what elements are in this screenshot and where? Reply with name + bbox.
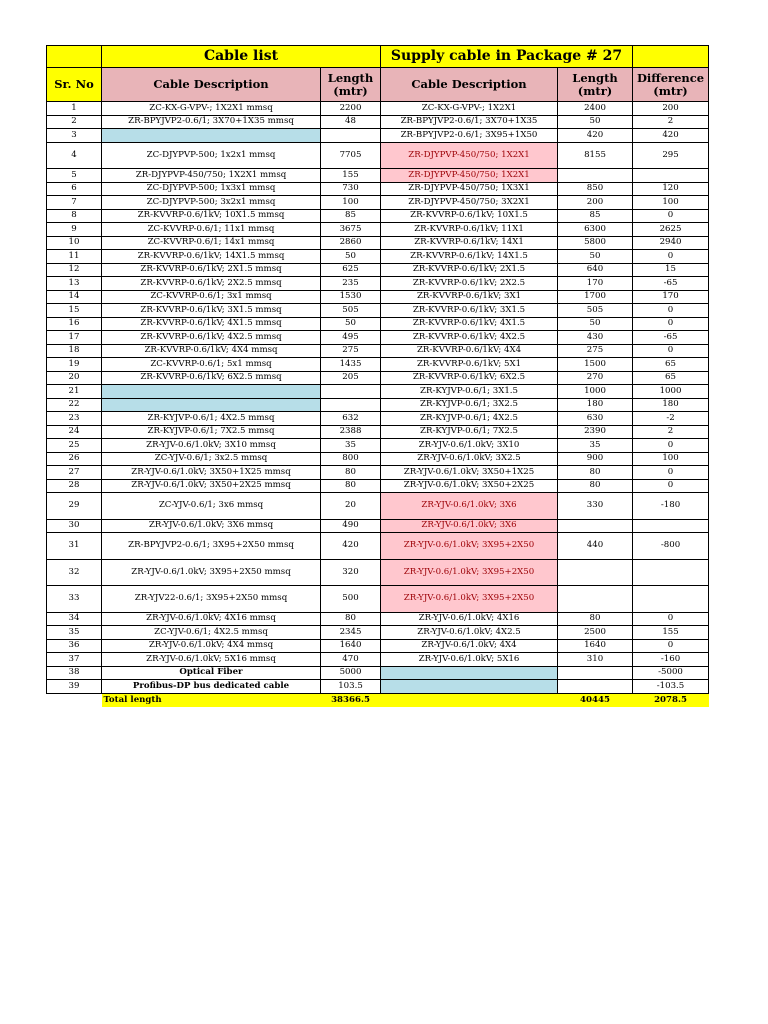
row-length: 20 (321, 493, 381, 520)
row-length (321, 129, 381, 143)
row-cable-description: ZR-YJV-0.6/1.0kV; 5X16 mmsq (102, 653, 321, 667)
row-cable-description: ZC-YJV-0.6/1; 4X2.5 mmsq (102, 626, 321, 640)
row-difference: 15 (633, 263, 709, 277)
row-difference: 0 (633, 439, 709, 453)
table-row (47, 317, 709, 331)
total-row (47, 693, 709, 707)
row-sr-no: 30 (47, 519, 102, 533)
table-row (47, 358, 709, 372)
row-difference: 200 (633, 102, 709, 116)
difference-header: Difference (mtr) (633, 68, 709, 102)
row-length: 505 (321, 304, 381, 318)
row-supply-length: 1000 (558, 385, 633, 399)
table-row (47, 115, 709, 129)
table-row (47, 412, 709, 426)
row-difference: 100 (633, 452, 709, 466)
row-difference: -103.5 (633, 680, 709, 694)
table-row (47, 196, 709, 210)
row-sr-no: 4 (47, 142, 102, 169)
supply-length-header: Length (mtr) (558, 68, 633, 102)
row-cable-description: ZR-KYJVP-0.6/1; 7X2.5 mmsq (102, 425, 321, 439)
row-sr-no: 35 (47, 626, 102, 640)
row-cable-description: ZR-BPYJVP2-0.6/1; 3X70+1X35 mmsq (102, 115, 321, 129)
row-supply-length: 200 (558, 196, 633, 210)
row-supply-length: 80 (558, 479, 633, 493)
row-supply-length: 2500 (558, 626, 633, 640)
row-supply-description: ZR-KVVRP-0.6/1kV; 6X2.5 (381, 371, 558, 385)
row-supply-description: ZR-KVVRP-0.6/1kV; 10X1.5 (381, 209, 558, 223)
row-cable-description: ZR-KVVRP-0.6/1kV; 2X1.5 mmsq (102, 263, 321, 277)
row-sr-no: 15 (47, 304, 102, 318)
row-supply-length: 1640 (558, 639, 633, 653)
row-difference: 2 (633, 115, 709, 129)
row-supply-description (381, 666, 558, 680)
row-cable-description: Optical Fiber (102, 666, 321, 680)
row-sr-no: 6 (47, 182, 102, 196)
row-sr-no: 2 (47, 115, 102, 129)
row-supply-length: 80 (558, 612, 633, 626)
row-sr-no: 11 (47, 250, 102, 264)
row-supply-description: ZR-BPYJVP2-0.6/1; 3X95+1X50 (381, 129, 558, 143)
row-supply-description: ZR-KVVRP-0.6/1kV; 2X1.5 (381, 263, 558, 277)
row-length: 205 (321, 371, 381, 385)
table-row (47, 223, 709, 237)
title-blank-cell-right (633, 46, 709, 68)
row-supply-description: ZR-YJV-0.6/1.0kV; 3X95+2X50 (381, 533, 558, 560)
table-row (47, 304, 709, 318)
row-supply-length: 2400 (558, 102, 633, 116)
total-supply-length-value: 40445 (558, 693, 633, 707)
row-difference: -65 (633, 331, 709, 345)
row-length: 35 (321, 439, 381, 453)
row-difference: 100 (633, 196, 709, 210)
row-supply-length: 6300 (558, 223, 633, 237)
table-row (47, 385, 709, 399)
row-length: 235 (321, 277, 381, 291)
row-difference: -65 (633, 277, 709, 291)
row-sr-no: 28 (47, 479, 102, 493)
row-sr-no: 31 (47, 533, 102, 560)
row-sr-no: 1 (47, 102, 102, 116)
row-supply-length: 630 (558, 412, 633, 426)
row-supply-description: ZR-KVVRP-0.6/1kV; 11X1 (381, 223, 558, 237)
supply-cable-title: Supply cable in Package # 27 (381, 46, 633, 68)
row-length: 1530 (321, 290, 381, 304)
length-header: Length (mtr) (321, 68, 381, 102)
table-row (47, 466, 709, 480)
row-supply-length: 50 (558, 115, 633, 129)
row-length: 5000 (321, 666, 381, 680)
row-length (321, 385, 381, 399)
row-cable-description: Profibus-DP bus dedicated cable (102, 680, 321, 694)
row-length: 632 (321, 412, 381, 426)
row-length: 800 (321, 452, 381, 466)
table-row (47, 626, 709, 640)
total-supply-blank (381, 693, 558, 707)
row-length (321, 398, 381, 412)
row-difference: 2940 (633, 236, 709, 250)
row-length: 80 (321, 612, 381, 626)
row-difference: 0 (633, 304, 709, 318)
row-sr-no: 36 (47, 639, 102, 653)
row-difference (633, 169, 709, 183)
row-difference: 0 (633, 479, 709, 493)
row-supply-description: ZR-KVVRP-0.6/1kV; 4X4 (381, 344, 558, 358)
row-supply-length: 505 (558, 304, 633, 318)
row-sr-no: 26 (47, 452, 102, 466)
row-cable-description: ZR-DJYPVP-450/750; 1X2X1 mmsq (102, 169, 321, 183)
row-supply-description: ZR-KVVRP-0.6/1kV; 14X1 (381, 236, 558, 250)
row-cable-description: ZC-KX-G-VPV-; 1X2X1 mmsq (102, 102, 321, 116)
table-row (47, 371, 709, 385)
row-difference: 155 (633, 626, 709, 640)
row-length: 85 (321, 209, 381, 223)
row-supply-length: 640 (558, 263, 633, 277)
row-sr-no: 18 (47, 344, 102, 358)
row-difference: 0 (633, 466, 709, 480)
row-cable-description: ZC-KVVRP-0.6/1; 14x1 mmsq (102, 236, 321, 250)
row-cable-description (102, 129, 321, 143)
row-cable-description: ZR-YJV-0.6/1.0kV; 3X95+2X50 mmsq (102, 559, 321, 586)
row-supply-description: ZR-BPYJVP2-0.6/1; 3X70+1X35 (381, 115, 558, 129)
row-difference: 0 (633, 612, 709, 626)
table-row (47, 169, 709, 183)
row-supply-description: ZR-KVVRP-0.6/1kV; 5X1 (381, 358, 558, 372)
row-supply-length: 420 (558, 129, 633, 143)
row-supply-length: 85 (558, 209, 633, 223)
row-sr-no: 22 (47, 398, 102, 412)
row-difference: 0 (633, 639, 709, 653)
table-row (47, 612, 709, 626)
row-supply-description: ZR-KYJVP-0.6/1; 4X2.5 (381, 412, 558, 426)
table-row (47, 290, 709, 304)
row-supply-length: 330 (558, 493, 633, 520)
row-cable-description: ZR-YJV22-0.6/1; 3X95+2X50 mmsq (102, 586, 321, 613)
row-supply-description: ZR-YJV-0.6/1.0kV; 3X10 (381, 439, 558, 453)
row-supply-length: 270 (558, 371, 633, 385)
row-cable-description: ZC-YJV-0.6/1; 3x6 mmsq (102, 493, 321, 520)
row-supply-description: ZR-YJV-0.6/1.0kV; 4X2.5 (381, 626, 558, 640)
row-supply-description: ZR-DJYPVP-450/750; 1X2X1 (381, 169, 558, 183)
row-length: 420 (321, 533, 381, 560)
row-cable-description: ZR-BPYJVP2-0.6/1; 3X95+2X50 mmsq (102, 533, 321, 560)
table-row (47, 209, 709, 223)
row-sr-no: 20 (47, 371, 102, 385)
cable-description-header: Cable Description (102, 68, 321, 102)
row-cable-description: ZR-YJV-0.6/1.0kV; 3X10 mmsq (102, 439, 321, 453)
row-sr-no: 25 (47, 439, 102, 453)
row-supply-description: ZR-KYJVP-0.6/1; 3X2.5 (381, 398, 558, 412)
row-cable-description: ZC-KVVRP-0.6/1; 5x1 mmsq (102, 358, 321, 372)
table-row (47, 493, 709, 520)
row-difference: 420 (633, 129, 709, 143)
row-supply-description: ZR-DJYPVP-450/750; 1X3X1 (381, 182, 558, 196)
row-supply-length: 50 (558, 250, 633, 264)
row-difference: 120 (633, 182, 709, 196)
row-length: 730 (321, 182, 381, 196)
row-supply-description: ZR-YJV-0.6/1.0kV; 3X2.5 (381, 452, 558, 466)
row-cable-description: ZC-DJYPVP-500; 1x3x1 mmsq (102, 182, 321, 196)
row-length: 2860 (321, 236, 381, 250)
row-difference: 2 (633, 425, 709, 439)
row-sr-no: 37 (47, 653, 102, 667)
row-difference: 170 (633, 290, 709, 304)
total-length-value: 38366.5 (321, 693, 381, 707)
row-length: 48 (321, 115, 381, 129)
row-supply-description: ZR-KVVRP-0.6/1kV; 4X2.5 (381, 331, 558, 345)
row-supply-length: 8155 (558, 142, 633, 169)
row-difference: 180 (633, 398, 709, 412)
total-difference-value: 2078.5 (633, 693, 709, 707)
row-supply-length: 1500 (558, 358, 633, 372)
table-row (47, 639, 709, 653)
row-difference (633, 559, 709, 586)
row-sr-no: 27 (47, 466, 102, 480)
row-length: 470 (321, 653, 381, 667)
row-sr-no: 13 (47, 277, 102, 291)
table-row (47, 680, 709, 694)
row-length: 50 (321, 317, 381, 331)
column-header-row (47, 68, 709, 102)
row-difference: 0 (633, 209, 709, 223)
row-supply-length: 170 (558, 277, 633, 291)
row-cable-description: ZR-YJV-0.6/1.0kV; 3X6 mmsq (102, 519, 321, 533)
row-length: 155 (321, 169, 381, 183)
row-supply-length (558, 559, 633, 586)
row-cable-description: ZR-KVVRP-0.6/1kV; 6X2.5 mmsq (102, 371, 321, 385)
row-length: 80 (321, 479, 381, 493)
row-supply-description: ZC-KX-G-VPV-; 1X2X1 (381, 102, 558, 116)
title-blank-cell (47, 46, 102, 68)
row-supply-length: 900 (558, 452, 633, 466)
table-row (47, 331, 709, 345)
row-length: 3675 (321, 223, 381, 237)
row-difference: -160 (633, 653, 709, 667)
table-row (47, 129, 709, 143)
row-difference: 65 (633, 358, 709, 372)
cable-list-title: Cable list (102, 46, 381, 68)
row-cable-description: ZR-KVVRP-0.6/1kV; 4X4 mmsq (102, 344, 321, 358)
row-length: 275 (321, 344, 381, 358)
row-difference: -800 (633, 533, 709, 560)
row-sr-no: 17 (47, 331, 102, 345)
row-cable-description: ZR-YJV-0.6/1.0kV; 4X16 mmsq (102, 612, 321, 626)
row-sr-no: 38 (47, 666, 102, 680)
row-supply-length: 2390 (558, 425, 633, 439)
row-length: 50 (321, 250, 381, 264)
row-supply-description: ZR-DJYPVP-450/750; 1X2X1 (381, 142, 558, 169)
row-difference: 65 (633, 371, 709, 385)
row-length: 100 (321, 196, 381, 210)
row-supply-length (558, 519, 633, 533)
row-supply-length (558, 586, 633, 613)
row-supply-description: ZR-KVVRP-0.6/1kV; 2X2.5 (381, 277, 558, 291)
row-supply-length (558, 666, 633, 680)
row-sr-no: 3 (47, 129, 102, 143)
row-supply-description: ZR-YJV-0.6/1.0kV; 3X95+2X50 (381, 586, 558, 613)
row-cable-description: ZR-KVVRP-0.6/1kV; 4X2.5 mmsq (102, 331, 321, 345)
row-length: 1435 (321, 358, 381, 372)
row-supply-length (558, 169, 633, 183)
row-cable-description: ZR-YJV-0.6/1.0kV; 3X50+1X25 mmsq (102, 466, 321, 480)
row-length: 625 (321, 263, 381, 277)
row-supply-length: 80 (558, 466, 633, 480)
row-sr-no: 12 (47, 263, 102, 277)
row-difference: 0 (633, 317, 709, 331)
total-blank-cell (47, 693, 102, 707)
row-supply-description: ZR-YJV-0.6/1.0kV; 3X95+2X50 (381, 559, 558, 586)
row-supply-length: 275 (558, 344, 633, 358)
row-supply-length: 50 (558, 317, 633, 331)
row-supply-length: 35 (558, 439, 633, 453)
row-cable-description: ZR-KVVRP-0.6/1kV; 4X1.5 mmsq (102, 317, 321, 331)
row-cable-description: ZR-YJV-0.6/1.0kV; 3X50+2X25 mmsq (102, 479, 321, 493)
row-supply-description: ZR-YJV-0.6/1.0kV; 3X6 (381, 493, 558, 520)
row-sr-no: 7 (47, 196, 102, 210)
row-difference: -2 (633, 412, 709, 426)
row-length: 2200 (321, 102, 381, 116)
row-sr-no: 14 (47, 290, 102, 304)
table-row (47, 398, 709, 412)
table-row (47, 425, 709, 439)
row-cable-description: ZR-KVVRP-0.6/1kV; 14X1.5 mmsq (102, 250, 321, 264)
row-sr-no: 9 (47, 223, 102, 237)
row-supply-description: ZR-YJV-0.6/1.0kV; 5X16 (381, 653, 558, 667)
row-length: 2345 (321, 626, 381, 640)
row-length: 320 (321, 559, 381, 586)
row-difference: -180 (633, 493, 709, 520)
row-difference: 1000 (633, 385, 709, 399)
row-sr-no: 21 (47, 385, 102, 399)
table-row (47, 452, 709, 466)
row-cable-description (102, 385, 321, 399)
row-supply-description: ZR-KYJVP-0.6/1; 3X1.5 (381, 385, 558, 399)
table-row (47, 182, 709, 196)
row-difference (633, 519, 709, 533)
sr-no-header: Sr. No (47, 68, 102, 102)
row-difference: -5000 (633, 666, 709, 680)
row-cable-description: ZR-KYJVP-0.6/1; 4X2.5 mmsq (102, 412, 321, 426)
supply-cable-description-header: Cable Description (381, 68, 558, 102)
table-row (47, 479, 709, 493)
table-row (47, 102, 709, 116)
row-length: 103.5 (321, 680, 381, 694)
row-sr-no: 33 (47, 586, 102, 613)
row-sr-no: 29 (47, 493, 102, 520)
row-length: 1640 (321, 639, 381, 653)
table-row (47, 586, 709, 613)
row-cable-description (102, 398, 321, 412)
row-sr-no: 8 (47, 209, 102, 223)
row-supply-description: ZR-KVVRP-0.6/1kV; 4X1.5 (381, 317, 558, 331)
row-length: 80 (321, 466, 381, 480)
row-supply-length: 1700 (558, 290, 633, 304)
row-supply-description: ZR-KVVRP-0.6/1kV; 14X1.5 (381, 250, 558, 264)
row-sr-no: 32 (47, 559, 102, 586)
row-cable-description: ZC-KVVRP-0.6/1; 3x1 mmsq (102, 290, 321, 304)
row-sr-no: 34 (47, 612, 102, 626)
row-cable-description: ZR-KVVRP-0.6/1kV; 10X1.5 mmsq (102, 209, 321, 223)
row-sr-no: 23 (47, 412, 102, 426)
row-supply-description: ZR-YJV-0.6/1.0kV; 4X16 (381, 612, 558, 626)
row-sr-no: 10 (47, 236, 102, 250)
row-supply-description: ZR-KVVRP-0.6/1kV; 3X1.5 (381, 304, 558, 318)
row-supply-description: ZR-DJYPVP-450/750; 3X2X1 (381, 196, 558, 210)
table-row (47, 559, 709, 586)
row-supply-length: 430 (558, 331, 633, 345)
row-difference (633, 586, 709, 613)
row-supply-description: ZR-YJV-0.6/1.0kV; 3X50+2X25 (381, 479, 558, 493)
row-sr-no: 24 (47, 425, 102, 439)
cable-comparison-table (46, 45, 709, 707)
row-length: 500 (321, 586, 381, 613)
row-sr-no: 16 (47, 317, 102, 331)
table-row (47, 653, 709, 667)
row-supply-description: ZR-YJV-0.6/1.0kV; 3X50+1X25 (381, 466, 558, 480)
row-length: 7705 (321, 142, 381, 169)
row-supply-description: ZR-YJV-0.6/1.0kV; 4X4 (381, 639, 558, 653)
row-cable-description: ZR-YJV-0.6/1.0kV; 4X4 mmsq (102, 639, 321, 653)
row-length: 490 (321, 519, 381, 533)
row-cable-description: ZR-KVVRP-0.6/1kV; 2X2.5 mmsq (102, 277, 321, 291)
table-row (47, 533, 709, 560)
row-supply-description: ZR-YJV-0.6/1.0kV; 3X6 (381, 519, 558, 533)
row-sr-no: 5 (47, 169, 102, 183)
row-supply-length: 850 (558, 182, 633, 196)
row-cable-description: ZR-KVVRP-0.6/1kV; 3X1.5 mmsq (102, 304, 321, 318)
row-supply-length: 180 (558, 398, 633, 412)
row-difference: 295 (633, 142, 709, 169)
table-row (47, 142, 709, 169)
row-supply-length: 310 (558, 653, 633, 667)
row-difference: 0 (633, 250, 709, 264)
table-row (47, 344, 709, 358)
table-row (47, 439, 709, 453)
row-supply-description (381, 680, 558, 694)
table-row (47, 277, 709, 291)
row-length: 2388 (321, 425, 381, 439)
row-cable-description: ZC-DJYPVP-500; 1x2x1 mmsq (102, 142, 321, 169)
row-supply-length: 440 (558, 533, 633, 560)
table-row (47, 263, 709, 277)
table-row (47, 250, 709, 264)
row-supply-description: ZR-KYJVP-0.6/1; 7X2.5 (381, 425, 558, 439)
row-sr-no: 39 (47, 680, 102, 694)
row-cable-description: ZC-YJV-0.6/1; 3x2.5 mmsq (102, 452, 321, 466)
table-row (47, 236, 709, 250)
row-sr-no: 19 (47, 358, 102, 372)
row-length: 495 (321, 331, 381, 345)
table-row (47, 666, 709, 680)
row-supply-length (558, 680, 633, 694)
row-difference: 0 (633, 344, 709, 358)
row-cable-description: ZC-KVVRP-0.6/1; 11x1 mmsq (102, 223, 321, 237)
total-length-label: Total length (102, 693, 321, 707)
row-supply-length: 5800 (558, 236, 633, 250)
row-difference: 2625 (633, 223, 709, 237)
row-cable-description: ZC-DJYPVP-500; 3x2x1 mmsq (102, 196, 321, 210)
title-row (47, 46, 709, 68)
table-row (47, 519, 709, 533)
row-supply-description: ZR-KVVRP-0.6/1kV; 3X1 (381, 290, 558, 304)
